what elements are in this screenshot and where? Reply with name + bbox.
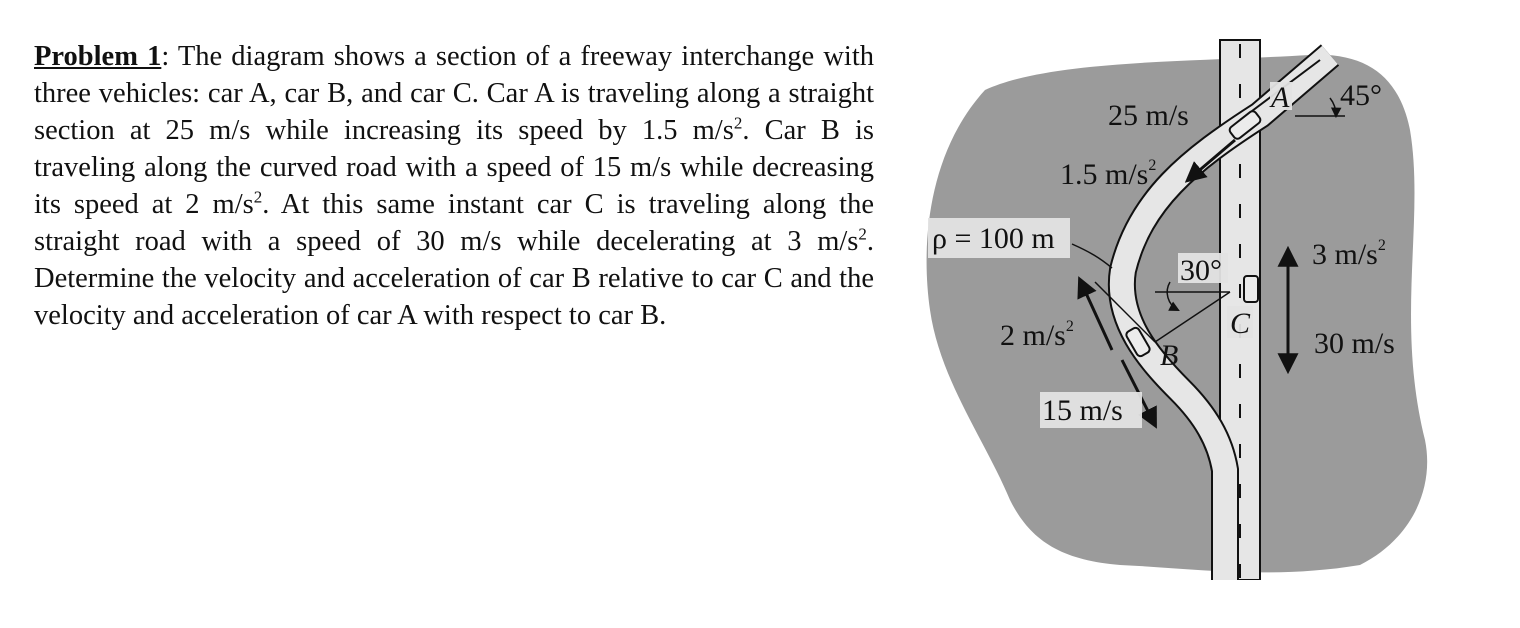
superscript-2: 2 [253, 187, 263, 207]
ground-area [927, 55, 1428, 573]
problem-text-1: : The diagram shows a section of a freeway interchange with three vehicles: car A, car B, and car C. Car A is traveling along a straight section at 25 m/s while increasing its speed by 1.5 m/s [34, 41, 874, 146]
superscript-3: 2 [858, 224, 867, 244]
car-b-speed: 15 m/s [1042, 394, 1123, 427]
car-a-accel: 1.5 $m/s^2$ [1060, 157, 1157, 191]
superscript-1: 2 [733, 113, 743, 133]
freeway-interchange-diagram [890, 20, 1510, 580]
car-a-speed: 25 m/s [1108, 99, 1189, 132]
car-b-accel: 2 $m/s^2$ [1000, 318, 1074, 352]
problem-text-3: . At this same instant car C is traveling along the straight road with a speed of 30 m/s while decelerating at 3 m/s [34, 189, 874, 257]
car-c-speed: 30 m/s [1314, 327, 1395, 360]
problem-label: Problem 1 [34, 41, 162, 72]
problem-text-4: . Determine the velocity and acceleration of car B relative to car C and the velocity and acceleration of car A with respect to car B. [34, 226, 874, 331]
car-b-letter: B [1160, 339, 1179, 372]
car-c-letter: C [1230, 307, 1251, 340]
problem-text-2: . Car B is traveling along the curved road with a speed of 15 m/s while decreasing its speed at 2 m/s [34, 115, 875, 220]
car-a-letter: A [1271, 81, 1290, 114]
car-c-accel: 3 $m/s^2$ [1312, 237, 1386, 271]
car-c-icon [1244, 276, 1258, 302]
radius-label: ρ = 100 m [932, 222, 1055, 255]
car-a-angle: 45° [1340, 79, 1382, 112]
problem-statement [34, 38, 874, 334]
car-b-angle: 30° [1180, 254, 1222, 287]
